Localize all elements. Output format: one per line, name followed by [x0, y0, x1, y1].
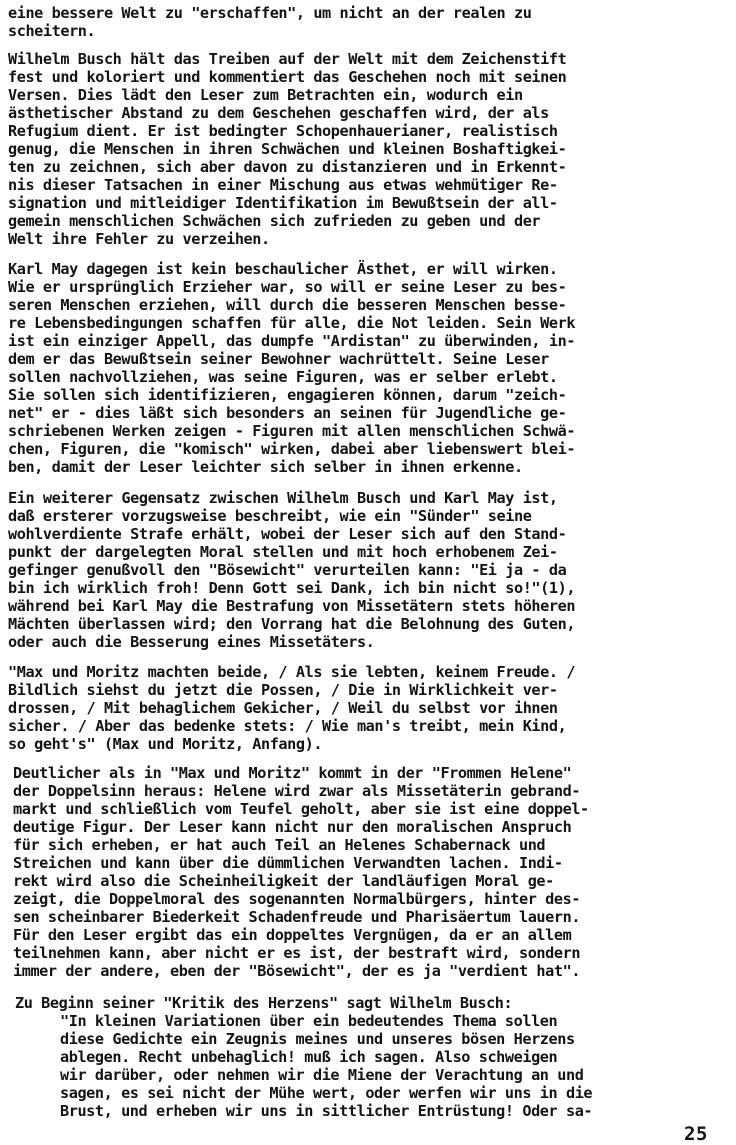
text-line: markt und schließlich vom Teufel geholt, aber sie ist eine doppel-: [13, 800, 589, 818]
text-line: zeigt, die Doppelmoral des sogenannten Normalbürgers, hinter des-: [13, 890, 581, 908]
text-line: wohlverdiente Strafe erhält, wobei der Leser sich auf den Stand-: [8, 525, 567, 543]
paragraph-karl-may: [8, 260, 575, 476]
block-quote-line: diese Gedichte ein Zeugnis meines und unseres bösen Herzens: [60, 1030, 575, 1048]
text-line: Wie er ursprünglich Erzieher war, so will er seine Leser zu bes-: [8, 278, 567, 296]
text-line: oder auch die Besserung eines Missetäters.: [8, 633, 375, 651]
text-line: Refugium dient. Er ist bedingter Schopenhauerianer, realistisch: [8, 122, 558, 140]
text-line: deutige Figur. Der Leser kann nicht nur den moralischen Anspruch: [13, 818, 572, 836]
text-line: gemein menschlichen Schwächen sich zufrieden zu geben und der: [8, 212, 541, 230]
text-line: dem er das Bewußtsein seiner Bewohner wachrüttelt. Seine Leser: [8, 350, 549, 368]
text-line: Welt ihre Fehler zu verzeihen.: [8, 230, 270, 248]
block-quote-line: ablegen. Recht unbehaglich! muß ich sagen. Also schweigen: [60, 1048, 558, 1066]
text-line: Streichen und kann über die dümmlichen Verwandten lachen. Indi-: [13, 854, 563, 872]
text-line: teilnehmen kann, aber nicht er es ist, der bestraft wird, sondern: [13, 944, 581, 962]
paragraph-fromme-helene: [13, 764, 589, 980]
text-line: Karl May dagegen ist kein beschaulicher Ästhet, er will wirken.: [8, 260, 558, 278]
text-line: Bildlich siehst du jetzt die Possen, / Die in Wirklichkeit ver-: [8, 681, 558, 699]
text-line: eine bessere Welt zu "erschaffen", um nicht an der realen zu: [8, 4, 532, 22]
block-quote-line: wir darüber, oder nehmen wir die Miene der Verachtung an und: [60, 1066, 584, 1084]
text-line: Zu Beginn seiner "Kritik des Herzens" sagt Wilhelm Busch:: [15, 994, 513, 1012]
text-line: nis dieser Tatsachen in einer Mischung aus etwas wehmütiger Re-: [8, 176, 558, 194]
paragraph-gegensatz: [8, 489, 575, 651]
text-line: genug, die Menschen in ihren Schwächen und kleinen Boshaftigkei-: [8, 140, 567, 158]
text-line: für sich erheben, er hat auch Teil an Helenes Schabernack und: [13, 836, 546, 854]
text-line: Ein weiterer Gegensatz zwischen Wilhelm Busch und Karl May ist,: [8, 489, 558, 507]
text-line: Deutlicher als in "Max und Moritz" kommt in der "Frommen Helene": [13, 764, 572, 782]
text-line: Sie sollen sich identifizieren, engagieren können, darum "zeich-: [8, 386, 567, 404]
block-quote-line: "In kleinen Variationen über ein bedeutendes Thema sollen: [60, 1012, 558, 1030]
text-line: Mächten überlassen wird; den Vorrang hat die Belohnung des Guten,: [8, 615, 576, 633]
text-line: punkt der dargelegten Moral stellen und mit hoch erhobenem Zei-: [8, 543, 558, 561]
text-line: schriebenen Werken zeigen - Figuren mit allen menschlichen Schwä-: [8, 422, 576, 440]
text-line: Wilhelm Busch hält das Treiben auf der Welt mit dem Zeichenstift: [8, 50, 567, 68]
text-line: net" er - dies läßt sich besonders an seinen für Jugendliche ge-: [8, 404, 567, 422]
block-quote-line: Brust, und erheben wir uns in sittlicher Entrüstung! Oder sa-: [60, 1102, 593, 1120]
paragraph-wilhelm-busch: [8, 50, 566, 248]
text-line: sicher. / Aber das bedenke stets: / Wie man's treibt, mein Kind,: [8, 717, 567, 735]
text-line: scheitern.: [8, 22, 96, 40]
text-line: ist ein einziger Appell, das dumpfe "Ardistan" zu überwinden, in-: [8, 332, 576, 350]
text-line: drossen, / Mit behaglichem Gekicher, / Weil du selbst vor ihnen: [8, 699, 558, 717]
text-line: Versen. Dies lädt den Leser zum Betrachten ein, wodurch ein: [8, 86, 523, 104]
text-line: seren Menschen erziehen, will durch die besseren Menschen besse-: [8, 296, 567, 314]
text-line: ästhetischer Abstand zu dem Geschehen geschaffen wird, der als: [8, 104, 549, 122]
text-line: daß ersterer vorzugsweise beschreibt, wie ein "Sünder" seine: [8, 507, 532, 525]
page-number: 25: [684, 1123, 708, 1145]
text-line: immer der andere, eben der "Bösewicht", der es ja "verdient hat".: [13, 962, 581, 980]
text-line: sen scheinbarer Biederkeit Schadenfreude und Pharisäertum lauern.: [13, 908, 581, 926]
text-line: signation und mitleidiger Identifikation im Bewußtsein der all-: [8, 194, 558, 212]
text-line: fest und koloriert und kommentiert das Geschehen noch mit seinen: [8, 68, 567, 86]
text-line: chen, Figuren, die "komisch" wirken, dabei aber liebenswert blei-: [8, 440, 576, 458]
text-line: gefinger genußvoll den "Bösewicht" verurteilen kann: "Ei ja - da: [8, 561, 567, 579]
text-line: rekt wird also die Scheinheiligkeit der landläufigen Moral ge-: [13, 872, 554, 890]
text-line: der Doppelsinn heraus: Helene wird zwar als Missetäterin gebrand-: [13, 782, 581, 800]
text-line: so geht's" (Max und Moritz, Anfang).: [8, 735, 323, 753]
text-line: sollen nachvollziehen, was seine Figuren, was er selber erlebt.: [8, 368, 558, 386]
text-line: während bei Karl May die Bestrafung von Missetätern stets höheren: [8, 597, 576, 615]
text-line: bin ich wirklich froh! Denn Gott sei Dank, ich bin nicht so!"(1),: [8, 579, 576, 597]
block-quote-line: sagen, es sei nicht der Mühe wert, oder werfen wir uns in die: [60, 1084, 593, 1102]
text-line: re Lebensbedingungen schaffen für alle, die Not leiden. Sein Werk: [8, 314, 576, 332]
paragraph-scheitern: [8, 4, 531, 40]
text-line: ten zu zeichnen, sich aber davon zu distanzieren und in Erkennt-: [8, 158, 567, 176]
paragraph-kritik-des-herzens: [15, 994, 592, 1120]
paragraph-max-und-moritz-quote: [8, 663, 575, 753]
text-line: "Max und Moritz machten beide, / Als sie lebten, keinem Freude. /: [8, 663, 576, 681]
text-line: Für den Leser ergibt das ein doppeltes Vergnügen, da er an allem: [13, 926, 572, 944]
text-line: ben, damit der Leser leichter sich selber in ihnen erkenne.: [8, 458, 523, 476]
